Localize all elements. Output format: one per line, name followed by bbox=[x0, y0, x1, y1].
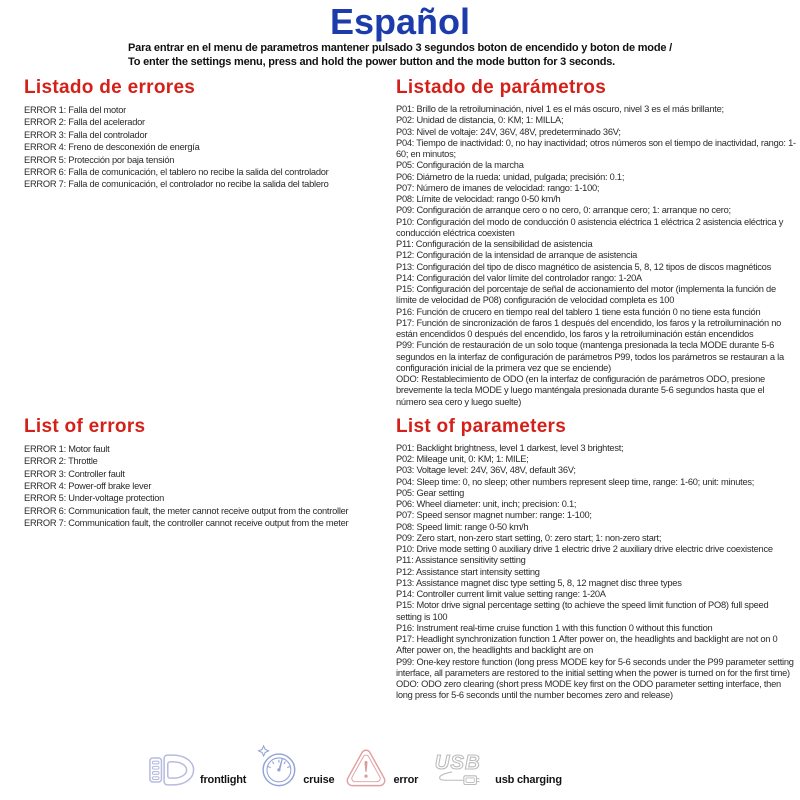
frontlight-label: frontlight bbox=[200, 774, 247, 786]
parameter-item-en: P06: Wheel diameter: unit, inch; precision: 0.1; bbox=[396, 499, 577, 509]
list-of-errors-heading: List of errors bbox=[24, 415, 146, 437]
page-title: Español bbox=[329, 1, 471, 42]
error-item-es: ERROR 5: Protección por baja tensión bbox=[24, 154, 175, 165]
legend-item-usb bbox=[427, 748, 562, 790]
error-item-en: ERROR 2: Throttle bbox=[24, 456, 98, 467]
legend-item-frontlight bbox=[148, 750, 246, 790]
usb-icon bbox=[427, 748, 491, 790]
parameter-item-en: ODO: ODO zero clearing (short press MODE key first on the ODO parameter setting interface, then long press for 5-6 seconds until the number becomes zero and release) bbox=[396, 679, 781, 701]
error-item-en: ERROR 4: Power-off brake lever bbox=[24, 480, 152, 491]
subtitle-english: To enter the settings menu, press and hold the power button and the mode button for 3 seconds. bbox=[128, 55, 616, 68]
error-item-en: ERROR 1: Motor fault bbox=[24, 443, 110, 454]
parameter-item-es: P15: Configuración del porcentaje de señal de accionamiento del motor (implementa la función de límite de velocidad de P08) configuración de velocidad completa es 100 bbox=[396, 284, 776, 306]
error-item-en: ERROR 7: Communication fault, the controller cannot receive output from the meter bbox=[24, 518, 349, 529]
parameter-item-es: P02: Unidad de distancia, 0: KM; 1: MILLA; bbox=[396, 115, 564, 126]
list-of-parameters-list bbox=[396, 443, 796, 702]
listado-errores-heading: Listado de errores bbox=[24, 77, 196, 98]
parameter-item-es: P99: Función de restauración de un solo toque (mantenga presionada la tecla MODE durante 5-6 segundos en la interfaz de configuración de parámetros P99, todos los parámetros se restauran a la configuración inicial de la primera vez que se enciende) bbox=[396, 340, 784, 373]
section-list-of-parameters bbox=[396, 416, 796, 702]
section-listado-de-errores bbox=[24, 77, 396, 191]
parameter-item-es: P11: Configuración de la sensibilidad de asistencia bbox=[396, 239, 593, 249]
section-listado-de-parametros bbox=[396, 77, 796, 408]
parameter-item-es: P09: Configuración de arranque cero o no cero, 0: arranque cero; 1: arranque no cero; bbox=[396, 205, 731, 216]
parameter-item-en: P12: Assistance start intensity setting bbox=[396, 566, 540, 577]
parameter-item-es: P08: Límite de velocidad: rango 0-50 km/h bbox=[396, 194, 561, 204]
parameter-item-en: P05: Gear setting bbox=[396, 487, 465, 498]
parameter-item-es: P14: Configuración del valor límite del controlador rango: 1-20A bbox=[396, 272, 643, 283]
parameter-item-en: P10: Drive mode setting 0 auxiliary drive 1 electric drive 2 auxiliary drive electric drive coexistence bbox=[396, 544, 773, 554]
error-item-es: ERROR 4: Freno de desconexión de energía bbox=[24, 142, 200, 153]
parameter-item-en: P13: Assistance magnet disc type setting 5, 8, 12 magnet disc three types bbox=[396, 577, 682, 588]
parameter-item-es: P17: Función de sincronización de faros 1 después del encendido, los faros y la retroiluminación no están encendidos 0 después del encendido, los faros y la retroiluminación están encendidos bbox=[396, 317, 782, 339]
parameter-item-es: P13: Configuración del tipo de disco magnético de asistencia 5, 8, 12 tipos de discos magnéticos bbox=[396, 261, 771, 272]
parameter-item-en: P15: Motor drive signal percentage setting (to achieve the speed limit function of PO8) full speed setting is 100 bbox=[396, 600, 769, 622]
listado-parametros-heading: Listado de parámetros bbox=[396, 77, 607, 98]
parameter-item-es: P01: Brillo de la retroiluminación, nivel 1 es el más oscuro, nivel 3 es el más brillante; bbox=[396, 104, 724, 114]
error-item-en: ERROR 3: Controller fault bbox=[24, 468, 125, 479]
header bbox=[0, 0, 800, 69]
error-item-es: ERROR 7: Falla de comunicación, el controlador no recibe la salida del tablero bbox=[24, 179, 329, 190]
content-columns bbox=[0, 69, 800, 702]
parameter-item-es: P04: Tiempo de inactividad: 0, no hay inactividad; otros números son el tiempo de inactividad, rango: 1-60; en minutos; bbox=[396, 137, 796, 159]
icon-legend bbox=[148, 744, 562, 790]
frontlight-icon bbox=[148, 750, 196, 790]
listado-errores-list bbox=[24, 104, 396, 191]
parameter-item-en: P09: Zero start, non-zero start setting, 0: zero start; 1: non-zero start; bbox=[396, 532, 662, 543]
error-item-es: ERROR 1: Falla del motor bbox=[24, 105, 126, 115]
section-list-of-errors bbox=[24, 416, 396, 530]
parameter-item-en: P14: Controller current limit value setting range: 1-20A bbox=[396, 589, 606, 599]
cruise-label: cruise bbox=[303, 774, 335, 786]
parameter-item-en: P01: Backlight brightness, level 1 darkest, level 3 brightest; bbox=[396, 442, 624, 453]
parameter-item-en: P03: Voltage level: 24V, 36V, 48V, default 36V; bbox=[396, 465, 576, 476]
error-label: error bbox=[393, 774, 419, 786]
parameter-item-es: P07: Número de imanes de velocidad: rango: 1-100; bbox=[396, 182, 600, 193]
list-of-parameters-heading: List of parameters bbox=[396, 415, 567, 437]
subtitle bbox=[128, 42, 672, 69]
parameter-item-es: P03: Nivel de voltaje: 24V, 36V, 48V, predeterminado 36V; bbox=[396, 126, 621, 137]
parameter-item-en: P04: Sleep time: 0, no sleep; other numbers represent sleep time, range: 1-60; unit: minutes; bbox=[396, 476, 755, 487]
legend-item-error bbox=[343, 746, 418, 790]
listado-parametros-list bbox=[396, 104, 796, 408]
parameter-item-es: P06: Diámetro de la rueda: unidad, pulgada; precisión: 0.1; bbox=[396, 171, 625, 182]
parameter-item-en: P99: One-key restore function (long press MODE key for 5-6 seconds under the P99 parameter setting interface, all parameters are restored to the initial setting when the power is turned on for the first time) bbox=[396, 656, 794, 678]
error-item-es: ERROR 6: Falla de comunicación, el tablero no recibe la salida del controlador bbox=[24, 167, 329, 178]
error-icon bbox=[343, 746, 389, 790]
error-item-es: ERROR 2: Falla del acelerador bbox=[24, 117, 145, 128]
parameter-item-en: P08: Speed limit: range 0-50 km/h bbox=[396, 521, 529, 532]
parameter-item-en: P16: Instrument real-time cruise function 1 with this function 0 without this function bbox=[396, 622, 713, 633]
error-item-es: ERROR 3: Falla del controlador bbox=[24, 129, 148, 140]
parameter-item-es: P16: Función de crucero en tiempo real del tablero 1 tiene esta función 0 no tiene esta función bbox=[396, 306, 761, 317]
error-item-en: ERROR 5: Under-voltage protection bbox=[24, 493, 165, 504]
parameter-item-es: P05: Configuración de la marcha bbox=[396, 160, 524, 171]
cruise-icon bbox=[255, 744, 299, 790]
parameter-item-es: P12: Configuración de la intensidad de arranque de asistencia bbox=[396, 250, 638, 261]
usb-charging-label: usb charging bbox=[495, 774, 562, 786]
parameter-item-en: P11: Assistance sensitivity setting bbox=[396, 555, 526, 566]
parameter-item-es: P10: Configuración del modo de conducción 0 asistencia eléctrica 1 eléctrica 2 asistencia eléctrica y conducción eléctrica coexisten bbox=[396, 216, 784, 238]
legend-item-cruise bbox=[255, 744, 334, 790]
list-of-errors-list bbox=[24, 443, 396, 530]
parameter-item-en: P07: Speed sensor magnet number: range: 1-100; bbox=[396, 510, 592, 521]
error-item-en: ERROR 6: Communication fault, the meter cannot receive output from the controller bbox=[24, 505, 349, 516]
parameter-item-en: P02: Mileage unit, 0: KM; 1: MILE; bbox=[396, 454, 529, 464]
subtitle-spanish: Para entrar en el menu de parametros mantener pulsado 3 segundos boton de encendido y boton de mode / bbox=[128, 42, 672, 54]
parameter-item-es: ODO: Restablecimiento de ODO (en la interfaz de configuración de parámetros ODO, presione brevemente la tecla MODE y luego manténgala presionada durante 5-6 segundos hasta que el número sea cero y luego suelte) bbox=[396, 374, 765, 407]
parameter-item-en: P17: Headlight synchronization function 1 After power on, the headlights and backlight are not on 0 After power on, the headlights and backlight are on bbox=[396, 634, 778, 656]
svg-text:USB: USB bbox=[434, 752, 481, 774]
